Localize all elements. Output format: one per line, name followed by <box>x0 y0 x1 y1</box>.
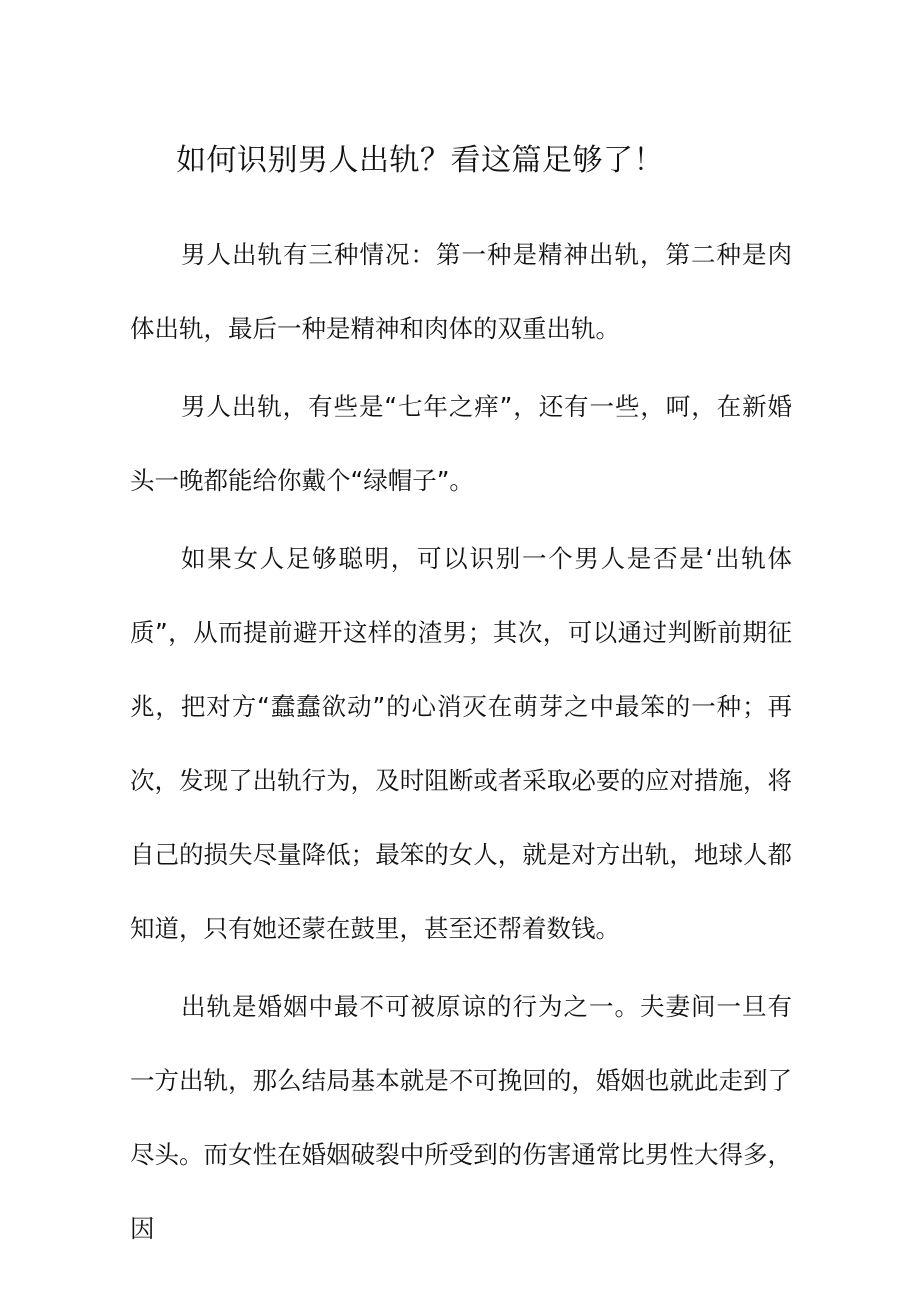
document-title: 如何识别男人出轨？看这篇足够了！ <box>176 143 664 178</box>
paragraph-infidelity-types: 男人出轨有三种情况：第一种是精神出轨，第二种是肉体出轨，最后一种是精神和肉体的双重出轨。 <box>130 240 792 343</box>
document-body <box>130 218 792 1270</box>
paragraph-smart-women: 如果女人足够聪明，可以识别一个男人是否是‘出轨体质”，从而提前避开这样的渣男；其次，可以通过判断前期征兆，把对方“蠢蠢欲动”的心消灭在萌芽之中最笨的一种；再次，发现了出轨行为，及时阻断或者采取必要的应对措施，将自己的损失尽量降低；最笨的女人，就是对方出轨，地球人都知道，只有她还蒙在鼓里，甚至还帮着数钱。 <box>130 544 792 943</box>
paragraph-marriage-harm: 出轨是婚姻中最不可被原谅的行为之一。夫妻间一旦有一方出轨，那么结局基本就是不可挽回的，婚姻也就此走到了尽头。而女性在婚姻破裂中所受到的伤害通常比男性大得多，因 <box>130 992 792 1243</box>
paragraph-seven-year-itch: 男人出轨，有些是“七年之痒”，还有一些，呵，在新婚头一晚都能给你戴个“绿帽子”。 <box>130 392 792 495</box>
